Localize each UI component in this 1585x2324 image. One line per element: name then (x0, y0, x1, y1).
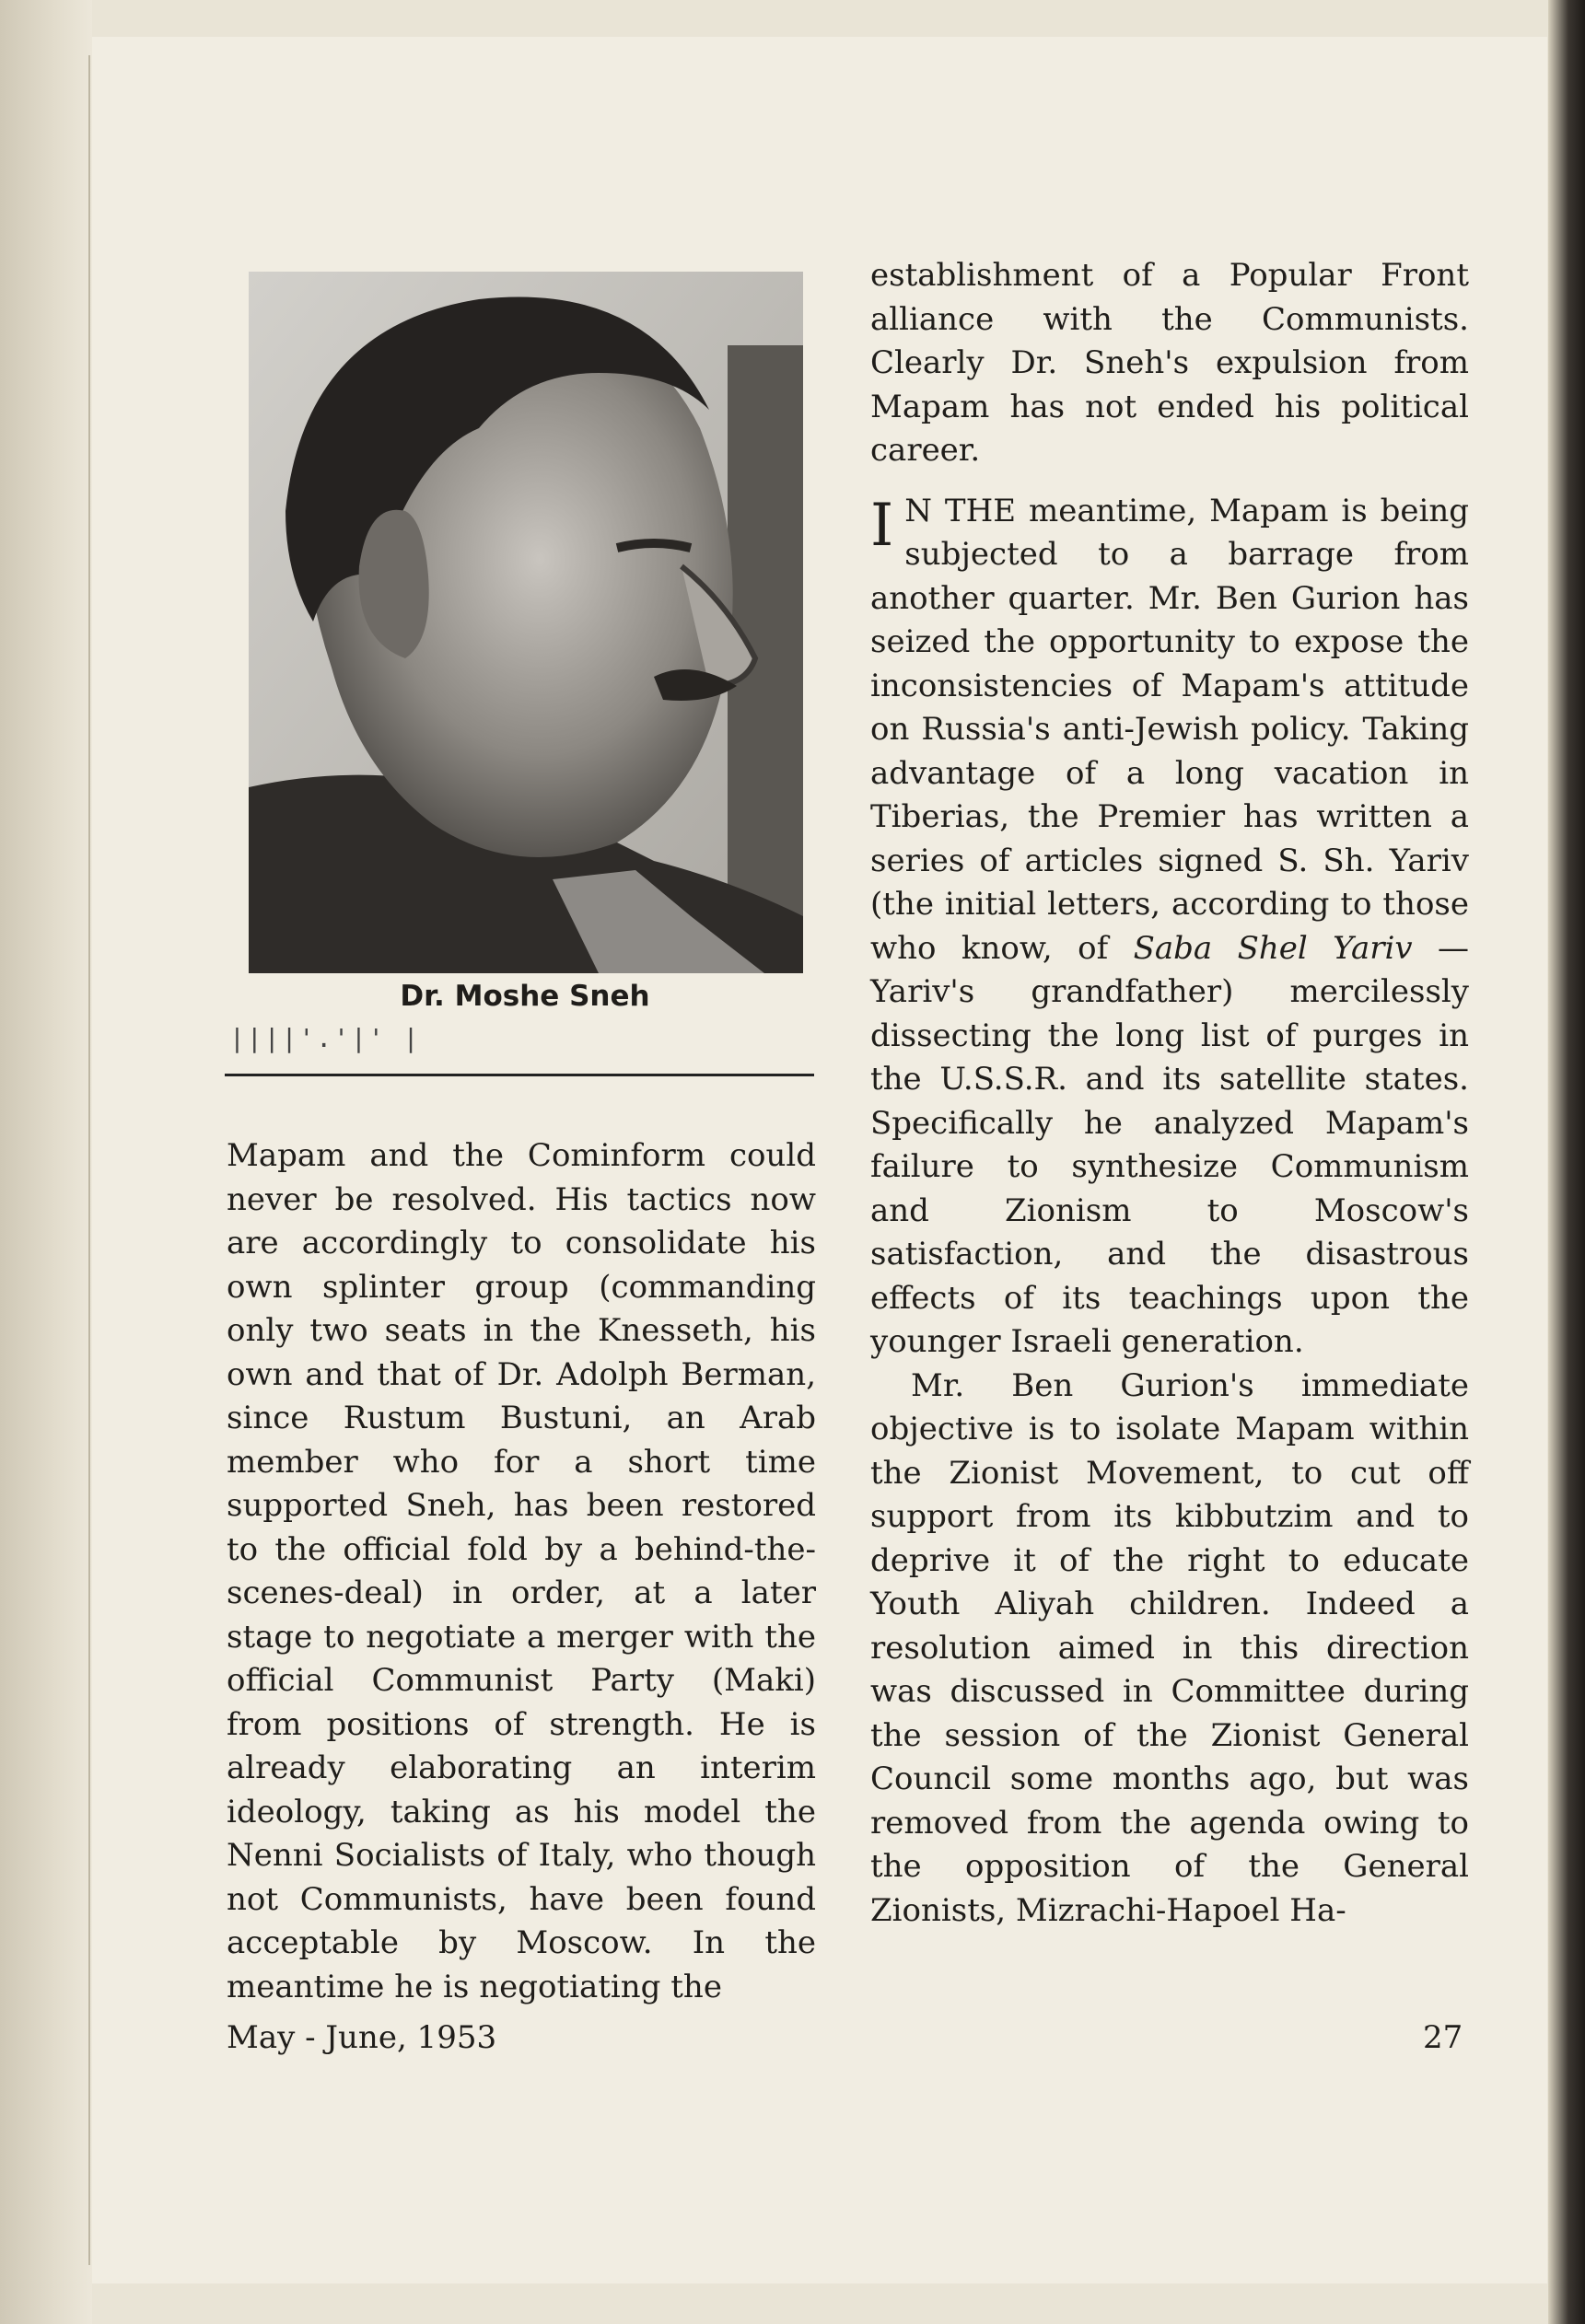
right-para-2 (870, 490, 1469, 1365)
right-para-2-text: N THE meantime, Mapam is being subjected to a barrage from another quarter. Mr. Ben Gurion has seized the opportunity to expose the inconsistencies of Mapam's attitude on Russia's anti-Jewish policy. Taking advantage of a long vacation in Tiberias, the Premier has written a series of articles signed S. Sh. Yariv (the initial letters, according to those who know, of (870, 492, 1469, 967)
portrait-photo (249, 272, 803, 973)
binding-gutter (0, 0, 92, 2324)
printer-mark: ||||'.'|' | (229, 1023, 421, 1053)
portrait-image (249, 272, 803, 973)
issue-date: May - June, 1953 (227, 2019, 497, 2056)
right-para-1: establishment of a Popular Front alliance with the Communists. Clearly Dr. Sneh's expulsion from Mapam has not ended his political career. (870, 257, 1469, 469)
page-edge (1548, 0, 1585, 2324)
drop-cap: I (870, 491, 894, 560)
right-para-2-italic: Saba Shel Yariv (1133, 929, 1413, 967)
photo-caption: Dr. Moshe Sneh (400, 980, 650, 1013)
right-para-2-end: — Yariv's grandfather) mercilessly dissecting the long list of purges in the U.S.S.R. and its satellite states. Specifically he analyzed Mapam's failure to synthesize Communism and Zionism to Moscow's satisfaction, and the disastrous effects of its teachings upon the younger Israeli generation. (870, 929, 1470, 1360)
left-column-text: Mapam and the Cominform could never be resolved. His tactics now are accordingly to consolidate his own splinter group (commanding only two seats in the Knesseth, his own and that of Dr. Adolph Berman, since Rustum Bustuni, an Arab member who for a short time supported Sneh, has been restored to the official fold by a behind-the-scenes-deal) in order, at a later stage to negotiate a merger with the official Communist Party (Maki) from positions of strength. He is already elaborating an interim ideology, taking as his model the Nenni Socialists of Italy, who though not Communists, have been found acceptable by Moscow. In the meantime he is negotiating the (227, 1137, 816, 2005)
right-para-3: Mr. Ben Gurion's immediate objective is to isolate Mapam within the Zionist Movement, to cut off support from its kibbutzim and to deprive it of the right to educate Youth Aliyah children. Indeed a resolution aimed in this direction was discussed in Committee during the session of the Zionist General Council some months ago, but was removed from the agenda owing to the opposition of the General Zionists, Mizrachi-Hapoel Ha- (870, 1366, 1469, 1929)
right-column (870, 254, 1469, 1933)
page-number: 27 (1423, 2019, 1463, 2056)
binding-line (88, 55, 90, 2265)
column-divider-rule (225, 1074, 814, 1076)
left-column (227, 1134, 816, 2009)
